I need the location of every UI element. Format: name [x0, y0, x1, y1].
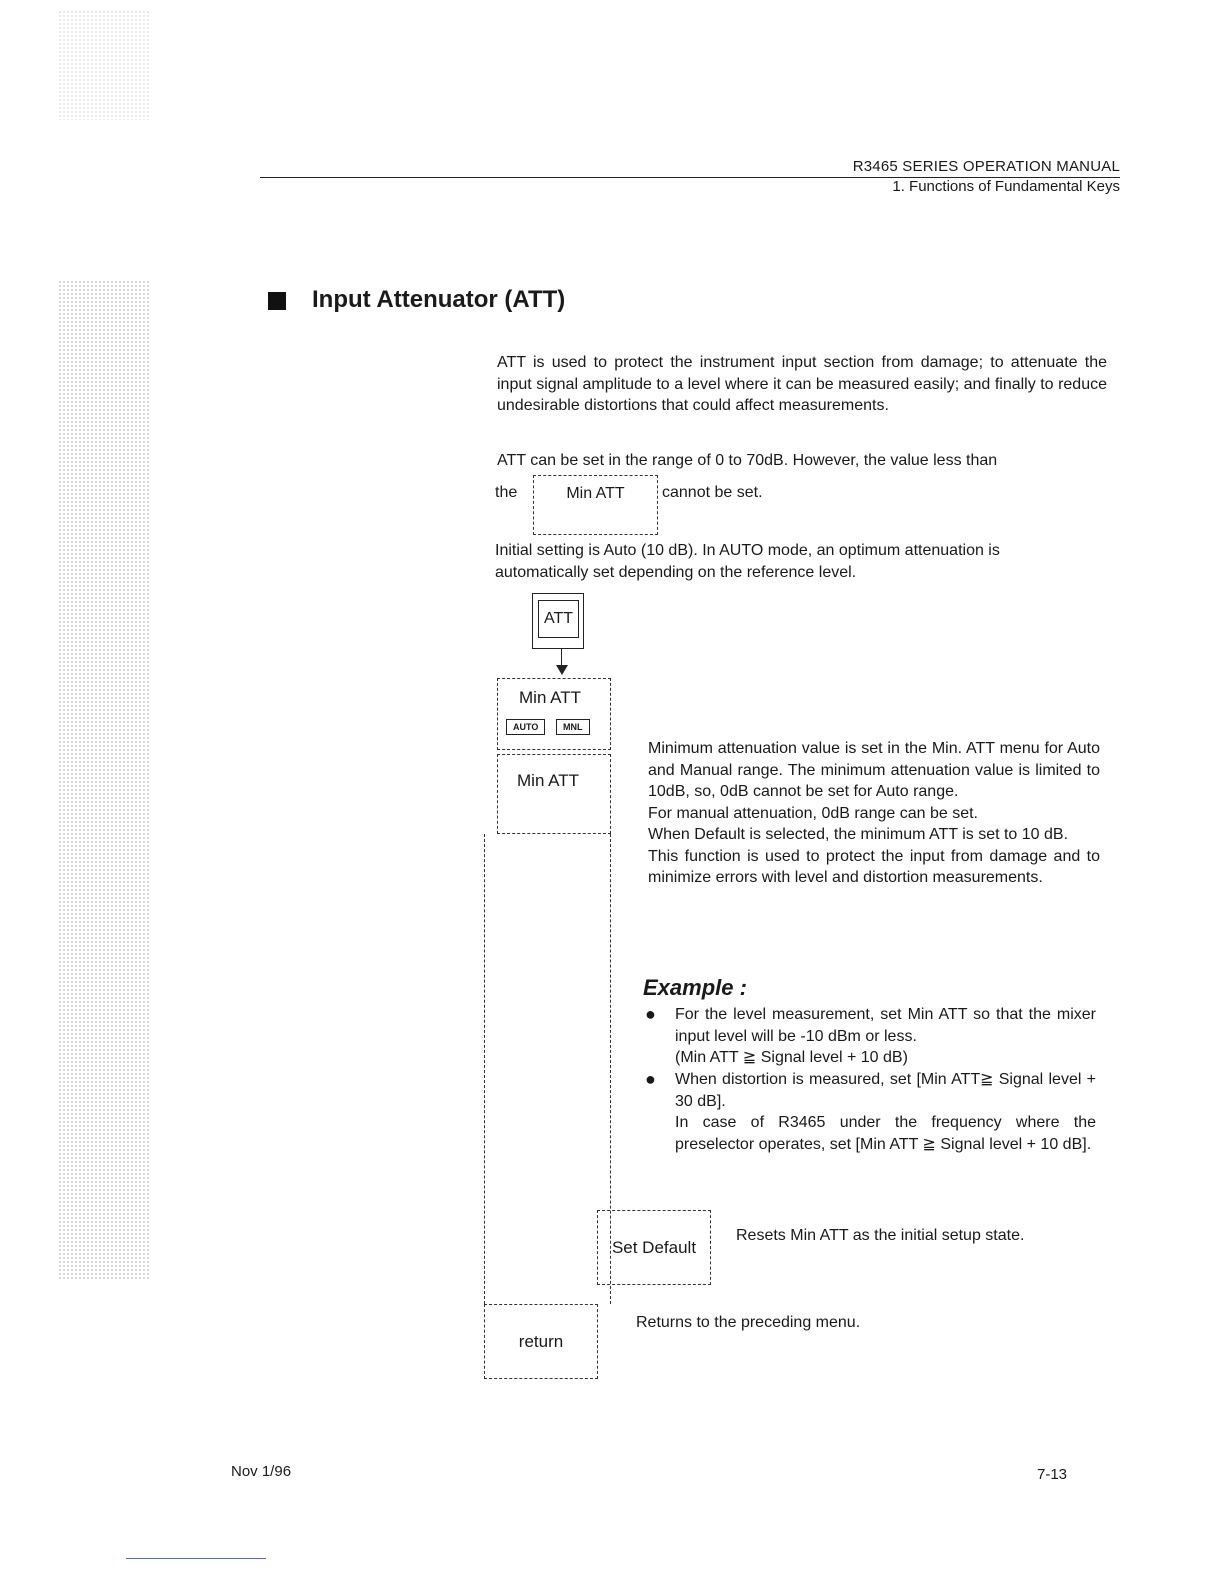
min-att-desc-p2: For manual attenuation, 0dB range can be set.: [648, 804, 978, 822]
att-key[interactable]: [538, 600, 579, 638]
return-label: return: [518, 1331, 564, 1351]
section-bullet-square: [268, 292, 286, 310]
intro-paragraph: ATT is used to protect the instrument input section from damage; to attenuate the input signal amplitude to a level where it can be measured easily; and finally to reduce undesirable distortions that could affect measurements.: [497, 354, 1107, 414]
scan-artifact-top: [58, 10, 150, 120]
min-att-desc-p4: This function is used to protect the input from damage and to minimize errors with level and distortion measurements.: [648, 847, 1100, 886]
menu-title-label: Min ATT: [519, 688, 582, 707]
chapter-title: 1. Functions of Fundamental Keys: [892, 178, 1120, 195]
min-att-desc-p3: When Default is selected, the minimum ATT is set to 10 dB.: [648, 826, 1069, 843]
min-att-inline-label: Min ATT: [566, 485, 625, 502]
example-bullet-2-line2: In case of R3465 under the frequency where the preselector operates, set [Min ATT ≧ Signal level + 10 dB].: [675, 1114, 1096, 1153]
manual-title: R3465 SERIES OPERATION MANUAL: [852, 158, 1120, 175]
bullet-dot-icon: ●: [645, 1069, 656, 1089]
example-bullet-1-line1: For the level measurement, set Min ATT so that the mixer input level will be -10 dBm or less.: [675, 1006, 1096, 1045]
min-att-description: [648, 738, 1100, 889]
bullet-dot-icon: ●: [645, 1004, 656, 1024]
att-key-label: ATT: [543, 610, 574, 628]
submenu-column: [484, 834, 611, 1304]
min-att-inline-softkey: [533, 475, 658, 535]
footer-date: Nov 1/96: [231, 1463, 292, 1480]
initial-setting-paragraph: Initial setting is Auto (10 dB). In AUTO mode, an optimum attenuation is automatically set depending on the reference level.: [495, 542, 1000, 581]
section-title: Input Attenuator (ATT): [312, 286, 566, 313]
min-att-softkey[interactable]: [497, 754, 611, 834]
range-line: ATT can be set in the range of 0 to 70dB. However, the value less than: [497, 452, 998, 469]
example-bullet-2-line1: When distortion is measured, set [Min ATT≧ Signal level + 30 dB].: [675, 1071, 1096, 1110]
scan-artifact-edge: [58, 280, 150, 1280]
return-softkey[interactable]: [484, 1304, 598, 1379]
example-heading: Example :: [643, 975, 747, 1000]
scan-blue-line: [126, 1558, 266, 1559]
example-bullet-1: [675, 1004, 1096, 1069]
set-default-softkey[interactable]: [597, 1210, 711, 1285]
example-bullet-2: [675, 1069, 1096, 1155]
example-bullet-1-line2: (Min ATT ≧ Signal level + 10 dB): [675, 1049, 908, 1066]
mnl-key[interactable]: MNL: [556, 719, 590, 735]
arrow-down-icon: [556, 665, 568, 675]
min-att-softkey-label: Min ATT: [517, 771, 580, 790]
set-default-label: Set Default: [611, 1237, 697, 1257]
footer-page-number: 7-13: [1037, 1466, 1068, 1483]
cannot-be-set-text: cannot be set.: [662, 484, 763, 501]
min-att-desc-p1: Minimum attenuation value is set in the Min. ATT menu for Auto and Manual range. The minimum attenuation value is limited to 10dB, so, 0dB cannot be set for Auto range.: [648, 740, 1100, 800]
the-word: the: [495, 484, 518, 501]
set-default-description: Resets Min ATT as the initial setup state.: [736, 1227, 1025, 1244]
auto-key[interactable]: AUTO: [506, 719, 545, 735]
return-description: Returns to the preceding menu.: [636, 1314, 861, 1331]
